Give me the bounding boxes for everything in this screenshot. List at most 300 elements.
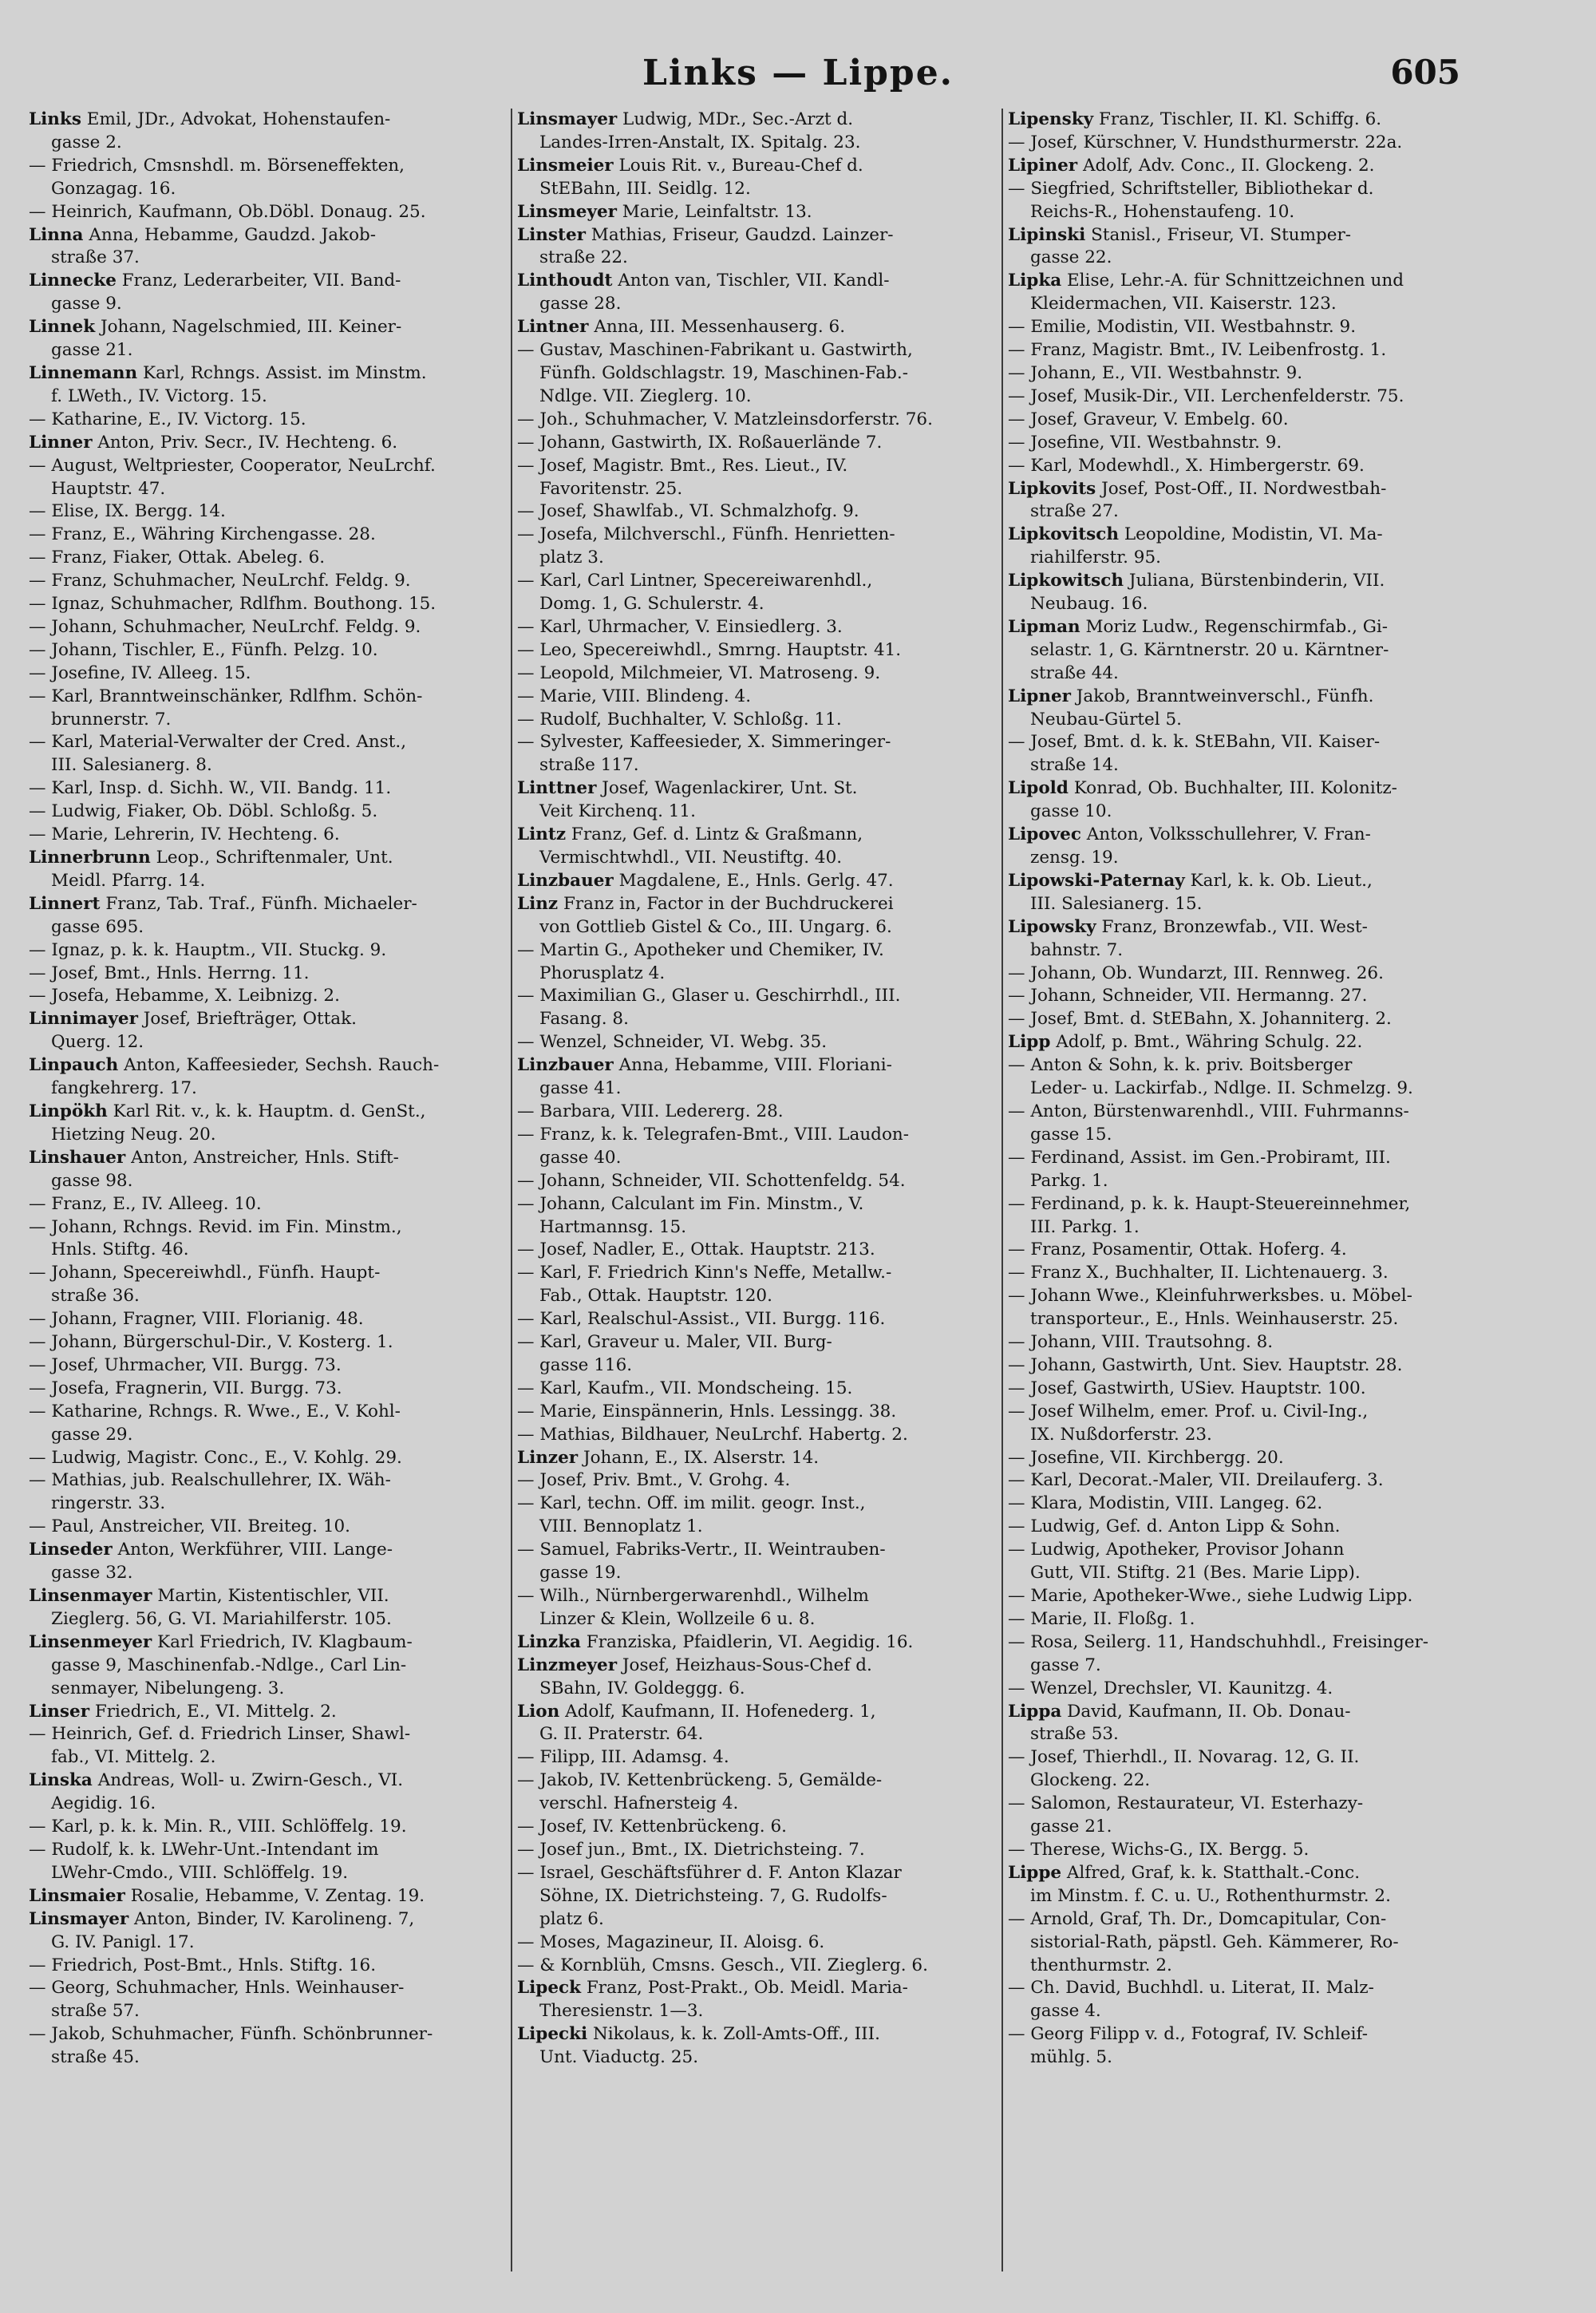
entry-text: — Siegfried, Schriftsteller, Bibliothekar d. (1008, 178, 1374, 199)
entry-text: — Ludwig, Fiaker, Ob. Döbl. Schloßg. 5. (29, 801, 378, 822)
directory-line (1008, 709, 1487, 732)
entry-text: — Ludwig, Apotheker, Provisor Johann (1008, 1540, 1345, 1560)
directory-line (517, 939, 997, 963)
directory-line (29, 1862, 506, 1885)
running-title: Links — Lippe. (642, 53, 954, 93)
directory-line (1008, 1539, 1487, 1562)
entry-text: Franz, Post-Prakt., Ob. Meidl. Maria- (581, 1978, 908, 1999)
entry-text: — Anton & Sohn, k. k. priv. Boitsberger (1008, 1055, 1353, 1076)
entry-surname: Linthoudt (517, 271, 613, 291)
directory-line (1008, 132, 1487, 155)
directory-entry (1008, 616, 1487, 639)
directory-line (1008, 2046, 1487, 2070)
directory-entry (517, 777, 997, 801)
entry-text: Fünfh. Goldschlagstr. 19, Maschinen-Fab.- (539, 362, 908, 383)
entry-text: — Therese, Wichs-G., IX. Bergg. 5. (1008, 1839, 1310, 1860)
entry-surname: Linsmayer (29, 1908, 129, 1929)
directory-entry (1008, 109, 1487, 132)
directory-line (29, 963, 506, 986)
entry-text: — Johann, Schneider, VII. Hermanng. 27. (1008, 986, 1368, 1006)
entry-text: — Josef, Bmt. d. StEBahn, X. Johanniterg. 2. (1008, 1009, 1392, 1030)
entry-text: Karl, Rchngs. Assist. im Minstm. (137, 362, 427, 383)
directory-line (517, 1354, 997, 1378)
directory-line (517, 1862, 997, 1885)
entry-text: Emil, JDr., Advokat, Hohenstaufen- (81, 109, 391, 129)
directory-entry (517, 201, 997, 224)
entry-text: — Josef, Graveur, V. Embelg. 60. (1008, 409, 1289, 429)
directory-line (517, 1239, 997, 1262)
entry-text: Alfred, Graf, k. k. Statthalt.-Conc. (1061, 1862, 1361, 1883)
directory-entry (29, 1908, 506, 1931)
directory-line (1008, 1170, 1487, 1193)
entry-text: — Anton, Bürstenwarenhdl., VIII. Fuhrmanns- (1008, 1101, 1409, 1121)
directory-line (29, 293, 506, 316)
entry-text: — Johann, Schuhmacher, NeuLrchf. Feldg. 9. (29, 616, 421, 637)
entry-text: Neubau-Gürtel 5. (1030, 709, 1182, 729)
entry-text: — Karl, Kaufm., VII. Mondscheing. 15. (517, 1378, 853, 1398)
entry-text: Anton, Kaffeesieder, Sechsh. Rauch- (118, 1055, 440, 1076)
directory-entry (29, 362, 506, 386)
entry-text: III. Salesianerg. 15. (1030, 893, 1203, 914)
entry-text: — Leopold, Milchmeier, VI. Matroseng. 9. (517, 662, 881, 683)
directory-entry (517, 224, 997, 247)
entry-text: Karl, k. k. Ob. Lieut., (1184, 870, 1373, 891)
directory-line (1008, 1493, 1487, 1516)
entry-text: Josef, Heizhaus-Sous-Chef d. (617, 1655, 872, 1675)
entry-text: — Marie, VIII. Blindeng. 4. (517, 686, 752, 706)
directory-line (29, 1308, 506, 1331)
directory-line (517, 478, 997, 501)
directory-line (29, 1816, 506, 1839)
entry-text: Meidl. Pfarrg. 14. (51, 870, 206, 891)
directory-line (517, 293, 997, 316)
directory-line (1008, 386, 1487, 409)
directory-line (1008, 593, 1487, 616)
directory-line (1008, 1239, 1487, 1262)
entry-text: — Johann, Rchngs. Revid. im Fin. Minstm., (29, 1216, 402, 1237)
entry-text: — Arnold, Graf, Th. Dr., Domcapitular, Con- (1008, 1908, 1387, 1929)
entry-text: Anton, Priv. Secr., IV. Hechteng. 6. (92, 432, 398, 453)
directory-line (29, 939, 506, 963)
directory-entry (29, 1701, 506, 1724)
entry-text: brunnerstr. 7. (51, 709, 172, 729)
directory-line (29, 1977, 506, 2000)
directory-line (1008, 1839, 1487, 1862)
directory-line (29, 1331, 506, 1354)
entry-text: — Katharine, Rchngs. R. Wwe., E., V. Kohl- (29, 1401, 401, 1421)
entry-text: — Emilie, Modistin, VII. Westbahnstr. 9. (1008, 317, 1357, 338)
entry-text: — Moses, Magazineur, II. Aloisg. 6. (517, 1931, 825, 1952)
directory-line (1008, 432, 1487, 455)
entry-text: — Wenzel, Schneider, VI. Webg. 35. (517, 1032, 828, 1053)
directory-entry (29, 1008, 506, 1031)
entry-text: gasse 116. (539, 1354, 633, 1375)
directory-line (29, 1401, 506, 1424)
entry-text: fangkehrerg. 17. (51, 1078, 197, 1099)
entry-text: Friedrich, E., VI. Mittelg. 2. (89, 1701, 337, 1722)
directory-line (1008, 1585, 1487, 1608)
entry-text: Unt. Viaductg. 25. (539, 2047, 699, 2068)
directory-line (1008, 847, 1487, 870)
directory-line (29, 1354, 506, 1378)
entry-text: Adolf, Kaufmann, II. Hofenederg. 1, (559, 1701, 876, 1722)
directory-entry (517, 1977, 997, 2000)
directory-line (517, 500, 997, 524)
directory-line (29, 1793, 506, 1816)
directory-line (517, 1331, 997, 1354)
directory-line (29, 2023, 506, 2046)
entry-surname: Linnecke (29, 271, 117, 291)
entry-text: — Rosa, Seilerg. 11, Handschuhhdl., Freisinger- (1008, 1631, 1429, 1652)
entry-surname: Linner (29, 432, 93, 453)
entry-text: — Johann, Fragner, VIII. Florianig. 48. (29, 1309, 364, 1330)
entry-surname: Linsenmeyer (29, 1631, 152, 1652)
directory-line (1008, 1447, 1487, 1470)
directory-entry (29, 1054, 506, 1077)
directory-line (517, 1493, 997, 1516)
directory-line (517, 686, 997, 709)
entry-surname: Linnerbrunn (29, 848, 151, 868)
directory-line (517, 570, 997, 593)
entry-text: III. Salesianerg. 8. (51, 755, 212, 776)
entry-surname: Lipecki (517, 2024, 588, 2045)
directory-line (29, 616, 506, 639)
directory-line (29, 1931, 506, 1955)
directory-line (517, 1885, 997, 1908)
directory-entry (1008, 270, 1487, 293)
entry-text: thenthurmstr. 2. (1030, 1955, 1172, 1975)
entry-text: gasse 41. (539, 1078, 622, 1099)
directory-line (29, 386, 506, 409)
entry-text: im Minstm. f. C. u. U., Rothenthurmstr. 2. (1030, 1885, 1391, 1906)
directory-line (1008, 1793, 1487, 1816)
directory-line (29, 1285, 506, 1308)
directory-line (1008, 362, 1487, 386)
entry-text: — Josefa, Fragnerin, VII. Burgg. 73. (29, 1378, 342, 1398)
entry-text: — Filipp, III. Adamsg. 4. (517, 1747, 729, 1768)
entry-text: Franz, Bronzewfab., VII. West- (1096, 916, 1368, 937)
directory-line (517, 2046, 997, 2070)
entry-text: zensg. 19. (1030, 848, 1119, 868)
entry-text: straße 14. (1030, 755, 1119, 776)
entry-text: — Joh., Schuhmacher, V. Matzleinsdorferstr. 76. (517, 409, 933, 429)
directory-entry (1008, 155, 1487, 178)
entry-surname: Lipowski-Paternay (1008, 870, 1185, 891)
entry-text: SBahn, IV. Goldeggg. 6. (539, 1678, 745, 1698)
entry-text: — Ferdinand, Assist. im Gen.-Probiramt, III. (1008, 1147, 1391, 1168)
entry-text: — Klara, Modistin, VIII. Langeg. 62. (1008, 1493, 1323, 1514)
entry-text: gasse 695. (51, 916, 144, 937)
directory-line (1008, 963, 1487, 986)
directory-line (29, 686, 506, 709)
directory-line (517, 1031, 997, 1054)
page-number: 605 (1390, 53, 1460, 92)
entry-text: — Marie, Lehrerin, IV. Hechteng. 6. (29, 824, 340, 845)
entry-text: — Josef, Uhrmacher, VII. Burgg. 73. (29, 1354, 342, 1375)
directory-line (517, 1955, 997, 1978)
directory-line (29, 1170, 506, 1193)
directory-line (29, 409, 506, 432)
directory-line (517, 1308, 997, 1331)
entry-text: Gutt, VII. Stiftg. 21 (Bes. Marie Lipp). (1030, 1563, 1361, 1584)
entry-surname: Linpökh (29, 1101, 108, 1121)
entry-text: transporteur., E., Hnls. Weinhauserstr. 25. (1030, 1309, 1399, 1330)
entry-surname: Linzbauer (517, 870, 614, 891)
entry-text: Linzer & Klein, Wollzeile 6 u. 8. (539, 1608, 816, 1629)
directory-line (517, 1769, 997, 1793)
entry-text: straße 36. (51, 1286, 140, 1307)
directory-columns (24, 109, 1492, 2271)
entry-text: — Johann, Tischler, E., Fünfh. Pelzg. 10. (29, 639, 378, 660)
entry-text: Leder- u. Lackirfab., Ndlge. II. Schmelzg. 9. (1030, 1078, 1413, 1099)
entry-text: Fasang. 8. (539, 1009, 629, 1030)
directory-line (1008, 639, 1487, 662)
entry-text: VIII. Bennoplatz 1. (539, 1516, 703, 1537)
directory-line (29, 1562, 506, 1585)
entry-text: gasse 22. (1030, 247, 1112, 268)
directory-line (29, 870, 506, 893)
entry-surname: Lipka (1008, 271, 1062, 291)
entry-text: G. II. Praterstr. 64. (539, 1724, 704, 1745)
entry-surname: Linzmeyer (517, 1655, 618, 1675)
entry-surname: Lintz (517, 824, 567, 845)
directory-line (1008, 316, 1487, 339)
entry-text: — Karl, Modewhdl., X. Himbergerstr. 69. (1008, 455, 1365, 476)
directory-line (1008, 1262, 1487, 1285)
directory-line (29, 1031, 506, 1054)
directory-line (517, 593, 997, 616)
directory-entry (29, 1885, 506, 1908)
entry-text: — Johann, VIII. Trautsohng. 8. (1008, 1332, 1274, 1353)
directory-line (517, 386, 997, 409)
directory-line (517, 339, 997, 362)
entry-text: — Josef Wilhelm, emer. Prof. u. Civil-Ing., (1008, 1401, 1369, 1421)
entry-text: Theresienstr. 1—3. (539, 2001, 704, 2022)
entry-text: — Ferdinand, p. k. k. Haupt-Steuereinnehmer, (1008, 1193, 1411, 1214)
directory-line (29, 478, 506, 501)
entry-text: — Johann, Gastwirth, Unt. Siev. Hauptstr. 28. (1008, 1354, 1403, 1375)
entry-text: — Johann Wwe., Kleinfuhrwerksbes. u. Möbel- (1008, 1286, 1412, 1307)
entry-text: — Karl, Carl Lintner, Specereiwarenhdl., (517, 571, 873, 591)
entry-text: — Israel, Geschäftsführer d. F. Anton Klazar (517, 1862, 902, 1883)
directory-entry (29, 847, 506, 870)
directory-line (1008, 1769, 1487, 1793)
entry-surname: Linnimayer (29, 1009, 138, 1030)
directory-line (517, 1262, 997, 1285)
entry-text: — Leo, Specereiwhdl., Smrng. Hauptstr. 41. (517, 639, 902, 660)
entry-text: gasse 21. (51, 340, 133, 361)
directory-line (517, 178, 997, 201)
entry-text: Veit Kirchenq. 11. (539, 801, 696, 822)
entry-surname: Lipp (1008, 1032, 1051, 1053)
entry-surname: Lipner (1008, 686, 1071, 706)
directory-entry (1008, 478, 1487, 501)
directory-entry (1008, 570, 1487, 593)
entry-text: Söhne, IX. Dietrichsteing. 7, G. Rudolfs- (539, 1885, 887, 1906)
entry-text: Elise, Lehr.-A. für Schnittzeichnen und (1061, 271, 1404, 291)
directory-line (517, 1931, 997, 1955)
entry-text: straße 117. (539, 755, 639, 776)
entry-text: Phorusplatz 4. (539, 963, 666, 983)
directory-line (29, 985, 506, 1008)
entry-text: Anna, III. Messenhauserg. 6. (588, 317, 846, 338)
directory-line (517, 1516, 997, 1539)
entry-text: gasse 9, Maschinenfab.-Ndlge., Carl Lin- (51, 1655, 407, 1675)
entry-text: — Johann, Schneider, VII. Schottenfeldg. 54. (517, 1170, 906, 1191)
directory-entry (29, 224, 506, 247)
entry-text: — Josefine, IV. Alleeg. 15. (29, 662, 251, 683)
directory-line (29, 593, 506, 616)
directory-line (1008, 339, 1487, 362)
entry-text: — Johann, Bürgerschul-Dir., V. Kosterg. 1. (29, 1332, 393, 1353)
directory-line (29, 1193, 506, 1216)
entry-text: Jakob, Branntweinverschl., Fünfh. (1070, 686, 1374, 706)
directory-line (517, 1285, 997, 1308)
column-2 (511, 109, 1001, 2271)
directory-line (517, 709, 997, 732)
directory-entry (1008, 777, 1487, 801)
entry-surname: Lipkovitsch (1008, 524, 1119, 545)
entry-surname: Linttner (517, 778, 597, 799)
entry-text: — Mathias, jub. Realschullehrer, IX. Wäh- (29, 1470, 391, 1491)
entry-text: — Marie, Apotheker-Wwe., siehe Ludwig Lipp. (1008, 1586, 1413, 1606)
directory-line (1008, 939, 1487, 963)
entry-text: platz 3. (539, 548, 604, 568)
directory-line (29, 1516, 506, 1539)
entry-surname: Linzka (517, 1631, 581, 1652)
directory-line (29, 1955, 506, 1978)
directory-line (1008, 178, 1487, 201)
entry-text: straße 27. (1030, 501, 1119, 522)
entry-text: riahilferstr. 95. (1030, 548, 1161, 568)
entry-surname: Linpauch (29, 1055, 119, 1076)
directory-line (29, 1424, 506, 1447)
entry-surname: Lipkovits (1008, 478, 1096, 499)
directory-entry (29, 1585, 506, 1608)
directory-line (517, 1170, 997, 1193)
directory-line (1008, 1424, 1487, 1447)
entry-text: Franz, Gef. d. Lintz & Graßmann, (566, 824, 863, 845)
entry-text: Franz, Lederarbeiter, VII. Band- (116, 271, 401, 291)
directory-line (1008, 1746, 1487, 1769)
directory-line (517, 1608, 997, 1631)
directory-line (1008, 1054, 1487, 1077)
entry-surname: Linsmaier (29, 1885, 125, 1906)
entry-surname: Linzer (517, 1447, 579, 1468)
entry-text: Hietzing Neug. 20. (51, 1124, 216, 1145)
entry-text: — Friedrich, Cmsnshdl. m. Börseneffekten, (29, 155, 405, 176)
directory-entry (517, 824, 997, 847)
entry-text: Karl Friedrich, IV. Klagbaum- (152, 1631, 413, 1652)
entry-surname: Lipovec (1008, 824, 1081, 845)
entry-text: Zieglerg. 56, G. VI. Mariahilferstr. 105. (51, 1608, 392, 1629)
entry-text: Anna, Hebamme, VIII. Floriani- (613, 1055, 892, 1076)
directory-line (517, 1562, 997, 1585)
entry-text: Adolf, Adv. Conc., II. Glockeng. 2. (1077, 155, 1375, 176)
directory-line (29, 1216, 506, 1240)
directory-entry (517, 1701, 997, 1724)
directory-entry (1008, 1031, 1487, 1054)
directory-line (1008, 1516, 1487, 1539)
directory-line (1008, 1401, 1487, 1424)
directory-line (29, 2000, 506, 2023)
entry-text: — Josef jun., Bmt., IX. Dietrichsteing. 7. (517, 1839, 865, 1860)
entry-text: — Wenzel, Drechsler, VI. Kaunitzg. 4. (1008, 1678, 1333, 1698)
directory-entry (517, 1054, 997, 1077)
entry-text: — Jakob, Schuhmacher, Fünfh. Schönbrunner- (29, 2024, 433, 2045)
directory-line (29, 1124, 506, 1147)
entry-text: Johann, Nagelschmied, III. Keiner- (95, 317, 402, 338)
entry-text: Konrad, Ob. Buchhalter, III. Kolonitz- (1068, 778, 1397, 799)
entry-text: Neubaug. 16. (1030, 594, 1148, 615)
directory-line (1008, 1193, 1487, 1216)
entry-surname: Linster (517, 224, 586, 245)
entry-surname: Linsmayer (517, 109, 618, 129)
directory-line (517, 1723, 997, 1746)
directory-line (1008, 985, 1487, 1008)
directory-line (1008, 731, 1487, 754)
entry-surname: Lipowsky (1008, 916, 1096, 937)
entry-text: David, Kaufmann, II. Ob. Donau- (1061, 1701, 1351, 1722)
entry-text: Nikolaus, k. k. Zoll-Amts-Off., III. (587, 2024, 880, 2045)
entry-text: — Elise, IX. Bergg. 14. (29, 501, 226, 522)
entry-text: — Friedrich, Post-Bmt., Hnls. Stiftg. 16. (29, 1955, 377, 1975)
directory-line (517, 1008, 997, 1031)
directory-line (1008, 801, 1487, 824)
directory-entry (517, 155, 997, 178)
directory-line (1008, 1562, 1487, 1585)
directory-line (517, 1469, 997, 1493)
entry-surname: Linna (29, 224, 84, 245)
directory-line (29, 1678, 506, 1701)
entry-text: — Rudolf, k. k. LWehr-Unt.-Intendant im (29, 1839, 379, 1860)
directory-line (517, 1216, 997, 1240)
entry-text: straße 44. (1030, 662, 1119, 683)
entry-text: — Salomon, Restaurateur, VI. Esterhazy- (1008, 1793, 1364, 1814)
entry-text: Rosalie, Hebamme, V. Zentag. 19. (124, 1885, 425, 1906)
entry-text: — Franz X., Buchhalter, II. Lichtenauerg. 3. (1008, 1263, 1389, 1283)
directory-entry (517, 870, 997, 893)
entry-text: gasse 40. (539, 1147, 622, 1168)
entry-text: — Karl, F. Friedrich Kinn's Neffe, Metallw.- (517, 1263, 892, 1283)
directory-line (29, 247, 506, 270)
directory-line (1008, 1655, 1487, 1678)
entry-text: gasse 9. (51, 294, 122, 314)
entry-text: — Ignaz, Schuhmacher, Rdlfhm. Bouthong. 15. (29, 594, 437, 615)
directory-line (1008, 1631, 1487, 1655)
entry-text: — Johann, Gastwirth, IX. Roßauerlände 7. (517, 432, 883, 453)
entry-text: — Karl, Realschul-Assist., VII. Burgg. 116. (517, 1309, 886, 1330)
entry-surname: Lipensky (1008, 109, 1094, 129)
entry-text: Kleidermachen, VII. Kaiserstr. 123. (1030, 294, 1337, 314)
directory-line (517, 847, 997, 870)
entry-text: Karl Rit. v., k. k. Hauptm. d. GenSt., (107, 1101, 426, 1121)
entry-text: Hauptstr. 47. (51, 478, 166, 499)
directory-line (29, 709, 506, 732)
directory-line (517, 1077, 997, 1101)
entry-text: Vermischtwhdl., VII. Neustiftg. 40. (539, 848, 843, 868)
entry-text: — Josef, Bmt. d. k. k. StEBahn, VII. Kaiser- (1008, 732, 1381, 753)
entry-text: — Karl, Branntweinschänker, Rdlfhm. Schön- (29, 686, 423, 706)
directory-line (517, 639, 997, 662)
directory-line (517, 1585, 997, 1608)
entry-text: Ludwig, MDr., Sec.-Arzt d. (617, 109, 854, 129)
directory-line (29, 1447, 506, 1470)
entry-surname: Lipiner (1008, 155, 1078, 176)
entry-surname: Lipkowitsch (1008, 571, 1124, 591)
directory-line (1008, 1077, 1487, 1101)
entry-text: gasse 10. (1030, 801, 1112, 822)
